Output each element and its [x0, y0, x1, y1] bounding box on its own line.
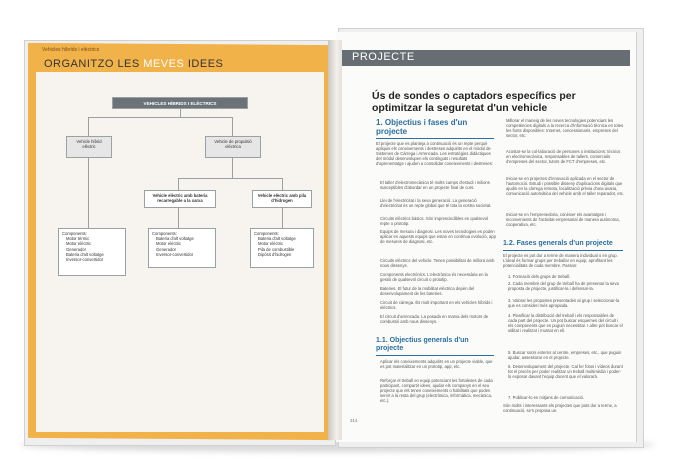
list-item: El circuit d'arrencada. La posada en marxa dels motors de combustió amb nous dissenys.: [380, 314, 489, 325]
book-spine: [328, 40, 342, 440]
connector: [88, 117, 89, 136]
project-title: Ús de sondes o captadors específics per optimitzar la seguretat d'un vehicle: [372, 90, 576, 114]
heading-rule: [376, 355, 494, 356]
connector: [232, 117, 233, 136]
component-item: Motor elèctric: [258, 241, 284, 247]
hybrid-node: Vehicle híbrid elèctric: [66, 136, 112, 158]
list-item: Aplicar els coneixements adquirits en un projecte viable, que es pot materialitzar en un prototip, app, etc.: [380, 359, 493, 370]
component-item: Bateria d'alt voltatge: [156, 236, 194, 242]
battery-vehicle-node: Vehicle elèctric amb bateria recarregable a la xarxa: [144, 190, 216, 208]
phase-item: 6. Desenvolupament del projecte. Cal fer fotos i vídeos durant tot el procés per poder realitzar un treball multimèdia i poder-lo exposar davant l'equip docent que el valorarà.: [508, 364, 623, 380]
list-item: Bateries. El futur de la mobilitat elèctrica depèn del desenvolupament de les bateries.: [380, 286, 475, 297]
component-item: Motor elèctric: [66, 241, 92, 247]
component-item: Motor elèctric: [156, 241, 182, 247]
list-item: Iniciar-se en l'emprenedoria, conèixer els avantatges i inconvenients de l'activitat empresarial de manera autònoma, cooperativa, etc.: [506, 212, 620, 228]
phase-item: 7. Publicar-lo en mitjans de comunicació.: [508, 395, 585, 400]
connector: [88, 117, 232, 118]
list-item: Components electrònics. L'electrònica és necessària en la gestió de qualsevol circuit o prototip.: [380, 272, 488, 283]
component-item: Inversor-convertidor: [156, 251, 194, 257]
phase-item: 4. Planificar la distribució del treball i els responsables de cada part del projecte. Un pot buscar esquemes del circuit i els components que es puguin necessitar. I altre pot buscar el utilitat i realitzat i muntat en ell.: [508, 313, 623, 334]
heading-1: [376, 118, 496, 136]
hydrogen-components: [250, 228, 314, 268]
section-title: PROJECTE: [352, 51, 415, 63]
list-item: Acostar-se la col·laboració de persones o institucions: tècnics en electromecànica, responsables de tallers, comercials d'empreses del sector, tutors de FCT d'empreses, etc.: [506, 149, 621, 165]
component-item: Pila de combustible: [258, 246, 295, 252]
connector: [178, 178, 179, 190]
phases-intro: El projecte es pot dur a terme de manera individual o en grup. L'ideal és formar grups per treballar en equip, aprofitant les potencialitats de cada membre. Passos:: [503, 253, 618, 269]
component-item: Dipòsit d'hidrogen: [258, 251, 292, 257]
root-node: VEHICLES HÍBRIDS I ELÈCTRICS: [112, 97, 248, 109]
components-heading: Components:: [152, 231, 177, 236]
hybrid-components: [58, 228, 126, 276]
component-item: Generador: [66, 246, 87, 252]
list-item: Circuits elèctrics bàsics. Són imprescindibles en qualsevol repte o prototip.: [380, 216, 488, 227]
components-heading: Components:: [254, 231, 279, 236]
component-item: Motor tèrmic: [66, 236, 90, 242]
heading-1-2: 1.2. Fases generals d'un projecte: [503, 240, 613, 247]
list-item: El taller d'electromecànica té molts camps d'estudi i milions susceptibles d'abordar en un projecte final de curs.: [380, 180, 490, 191]
connector: [178, 208, 179, 228]
breadcrumb: Vehicles híbrids i elèctrics: [42, 47, 100, 53]
title-suffix: IDEES: [184, 58, 224, 70]
connector: [88, 158, 89, 228]
phase-item: 2. Cada membre del grup de treball ha de presentar la seva proposta de projecte, justificar-la i defensar-la.: [508, 281, 619, 292]
component-item: Inversor-convertidor: [66, 257, 104, 263]
heading-1-1: 1.1. Objectius generals d'un projecte: [376, 337, 469, 352]
hydrogen-vehicle-node: Vehicle elèctric amb pila d'hidrogen: [252, 190, 312, 208]
heading-text: Objectius i fases d'un projecte: [376, 118, 468, 136]
heading-rule: [376, 138, 494, 139]
component-item: Generador: [156, 246, 177, 252]
battery-components: [148, 228, 216, 268]
phase-item: 3. Valorar les propostes presentades al grup i seleccionar-la que es consideri més apropiada.: [508, 298, 620, 309]
connector: [282, 208, 283, 228]
heading-rule: [503, 250, 623, 251]
component-item: Bateria d'alt voltatge: [258, 236, 296, 242]
heading-number: 1.: [376, 118, 383, 127]
list-item: Millorar el maneig de les noves tecnologies potenciant les competències digitals a la recerca d'informació tècnica en totes les fonts disponibles: Internet, concessionaris, empreses del sector, etc.: [506, 118, 624, 139]
list-item: Iniciar-se en projectes d'innovació aplicada en el sector de l'automoció. Estudi i possible disseny d'aplicacions digitals que ajudin en la càrrega remota, localització prèvia d'una avaria, comunicació automàtica del vehicle amb el taller reparador, etc.: [506, 176, 625, 197]
connector: [178, 178, 282, 179]
connector: [232, 158, 233, 178]
list-item: Circuit de càrrega. És molt important en els vehicles híbrids i elèctrics.: [380, 300, 493, 311]
components-heading: Components:: [62, 231, 87, 236]
list-item: Reforçar el treball en equip potenciant les fortaleses de cada participant, compartir idees, ajudar els companys en el seu projecte que els tenen coneixements o habilitats que poden servir a la resta del grup (electrònica, informàtica, mecànica, etc.).: [380, 378, 493, 404]
connector: [180, 109, 181, 117]
page-number: 314: [350, 418, 358, 423]
title-prefix: ORGANITZO LES: [44, 58, 144, 70]
phase-item: 5. Buscar socis externs al centre, empreses, etc., que puguin ajudar, assessorar en el projecte.: [508, 350, 622, 361]
closing-paragraph: Són molts i interessants els projectes que pots dur a terme, a continuació, se'n proposa un.: [503, 403, 617, 414]
connector: [282, 178, 283, 190]
list-item: Circuits elèctrics del vehicle. Tenen possibilitat de millora amb nous dissenys.: [380, 258, 495, 269]
phase-item: 1. Formació dels grups de treball.: [508, 274, 571, 279]
component-item: Bateria d'alt voltatge: [66, 251, 104, 257]
list-item: Llei de l'electricitat i la seva generació. La generació d'electricitat és un repte global que té tota la nostra societat.: [380, 198, 492, 209]
intro-paragraph: El projecte que es planteja a continuació és un repte perquè apliquis els coneixements i destreses adquirits en el mòdul de Sistemes de Càrrega i Arrencada. Les estratègies didàctiques del mòdul desenvolupen els continguts i resultats d'aprenentatge i ajuden a consolidar coneixements i destreses:: [376, 141, 493, 167]
electric-propulsion-node: Vehicle de propulsió elèctrica: [205, 136, 261, 158]
title-highlight: MEVES: [143, 58, 185, 70]
page-title: [44, 58, 223, 70]
list-item: Equips de mesura i diagnosi. Les noves tecnologies es poden aplicar en aquests equips que estan en contínua evolució, app de mesures de diagnosi, etc.: [380, 229, 496, 245]
